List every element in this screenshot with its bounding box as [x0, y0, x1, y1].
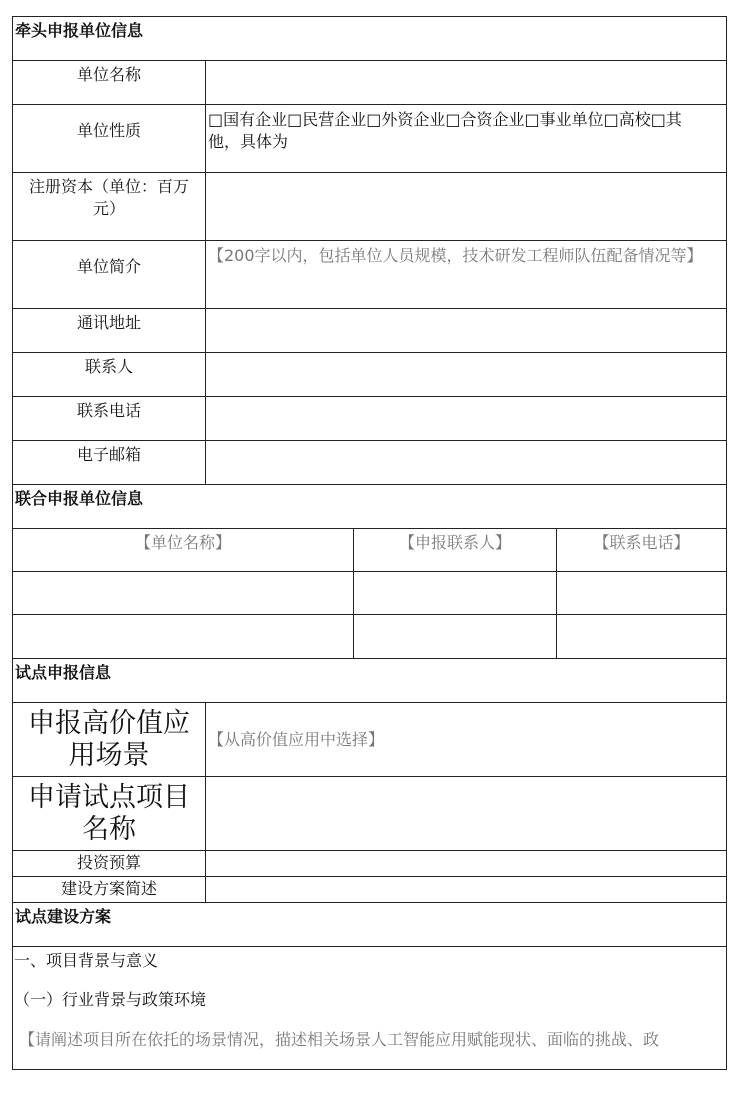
- joint-col-contact-label: 【申报联系人】: [398, 533, 511, 552]
- pilot-info-section-title: 试点申报信息: [15, 663, 112, 682]
- joint-row-2-contact[interactable]: [353, 614, 557, 659]
- joint-row-1-unit-name[interactable]: [12, 571, 354, 615]
- joint-unit-section-title: 联合申报单位信息: [15, 489, 144, 508]
- joint-row-2-unit-name[interactable]: [12, 614, 354, 659]
- unit-intro-placeholder: 【200字以内，包括单位人员规模，技术研发工程师队伍配备情况等】: [208, 246, 703, 265]
- phone-field[interactable]: [205, 396, 727, 441]
- contact-label: 联系人: [84, 357, 133, 376]
- scenario-placeholder: 【从高价值应用中选择】: [208, 730, 385, 749]
- budget-field[interactable]: [205, 850, 727, 877]
- project-name-label: 申请试点项目名称: [28, 782, 190, 845]
- unit-nature-label-cell: [12, 104, 206, 173]
- phone-label: 联系电话: [76, 401, 141, 420]
- phone-label-cell: [12, 396, 206, 441]
- budget-label-cell: [12, 850, 206, 877]
- unit-nature-options[interactable]: □国有企业□民营企业□外资企业□合资企业□事业单位□高校□其他，具体为: [208, 110, 682, 151]
- scenario-field[interactable]: [205, 702, 727, 777]
- registered-capital-label: 注册资本（单位：百万元）: [28, 177, 189, 218]
- joint-row-1-phone[interactable]: [556, 571, 727, 615]
- unit-intro-label-cell: [12, 240, 206, 309]
- joint-col-contact: [353, 528, 557, 572]
- address-label-cell: [12, 308, 206, 353]
- unit-intro-field[interactable]: [205, 240, 727, 309]
- lead-unit-section-title: 牵头申报单位信息: [15, 21, 144, 40]
- plan-placeholder: 【请阐述项目所在依托的场景情况，描述相关场景人工智能应用赋能现状、面临的挑战、政: [19, 1030, 660, 1049]
- lead-unit-section-header: [12, 16, 727, 61]
- address-field[interactable]: [205, 308, 727, 353]
- unit-nature-label: 单位性质: [76, 121, 141, 140]
- pilot-info-section-header: [12, 658, 727, 703]
- address-label: 通讯地址: [76, 313, 141, 332]
- registered-capital-label-cell: [12, 172, 206, 241]
- plan-summary-label: 建设方案简述: [60, 879, 157, 898]
- contact-field[interactable]: [205, 352, 727, 397]
- pilot-plan-section-header: [12, 902, 727, 947]
- budget-label: 投资预算: [76, 853, 141, 872]
- contact-label-cell: [12, 352, 206, 397]
- joint-col-phone-label: 【联系电话】: [593, 533, 690, 552]
- registered-capital-field[interactable]: [205, 172, 727, 241]
- unit-name-label-cell: [12, 60, 206, 105]
- scenario-label: 申报高价值应用场景: [28, 708, 190, 771]
- joint-row-1-contact[interactable]: [353, 571, 557, 615]
- plan-summary-label-cell: [12, 876, 206, 903]
- email-label: 电子邮箱: [76, 445, 141, 464]
- email-field[interactable]: [205, 440, 727, 485]
- unit-name-label: 单位名称: [76, 65, 141, 84]
- joint-row-2-phone[interactable]: [556, 614, 727, 659]
- email-label-cell: [12, 440, 206, 485]
- pilot-plan-section-title: 试点建设方案: [15, 907, 112, 926]
- joint-col-unit-name-label: 【单位名称】: [134, 533, 231, 552]
- joint-col-unit-name: [12, 528, 354, 572]
- project-name-field[interactable]: [205, 776, 727, 851]
- unit-nature-field[interactable]: [205, 104, 727, 173]
- unit-name-field[interactable]: [205, 60, 727, 105]
- unit-intro-label: 单位简介: [76, 257, 141, 276]
- pilot-plan-body[interactable]: [12, 946, 727, 1070]
- project-name-label-cell: [12, 776, 206, 851]
- joint-unit-section-header: [12, 484, 727, 529]
- plan-heading-1: 一、项目背景与意义: [14, 951, 159, 970]
- plan-summary-field[interactable]: [205, 876, 727, 903]
- joint-col-phone: [556, 528, 727, 572]
- plan-heading-2: （一）行业背景与政策环境: [14, 990, 207, 1009]
- scenario-label-cell: [12, 702, 206, 777]
